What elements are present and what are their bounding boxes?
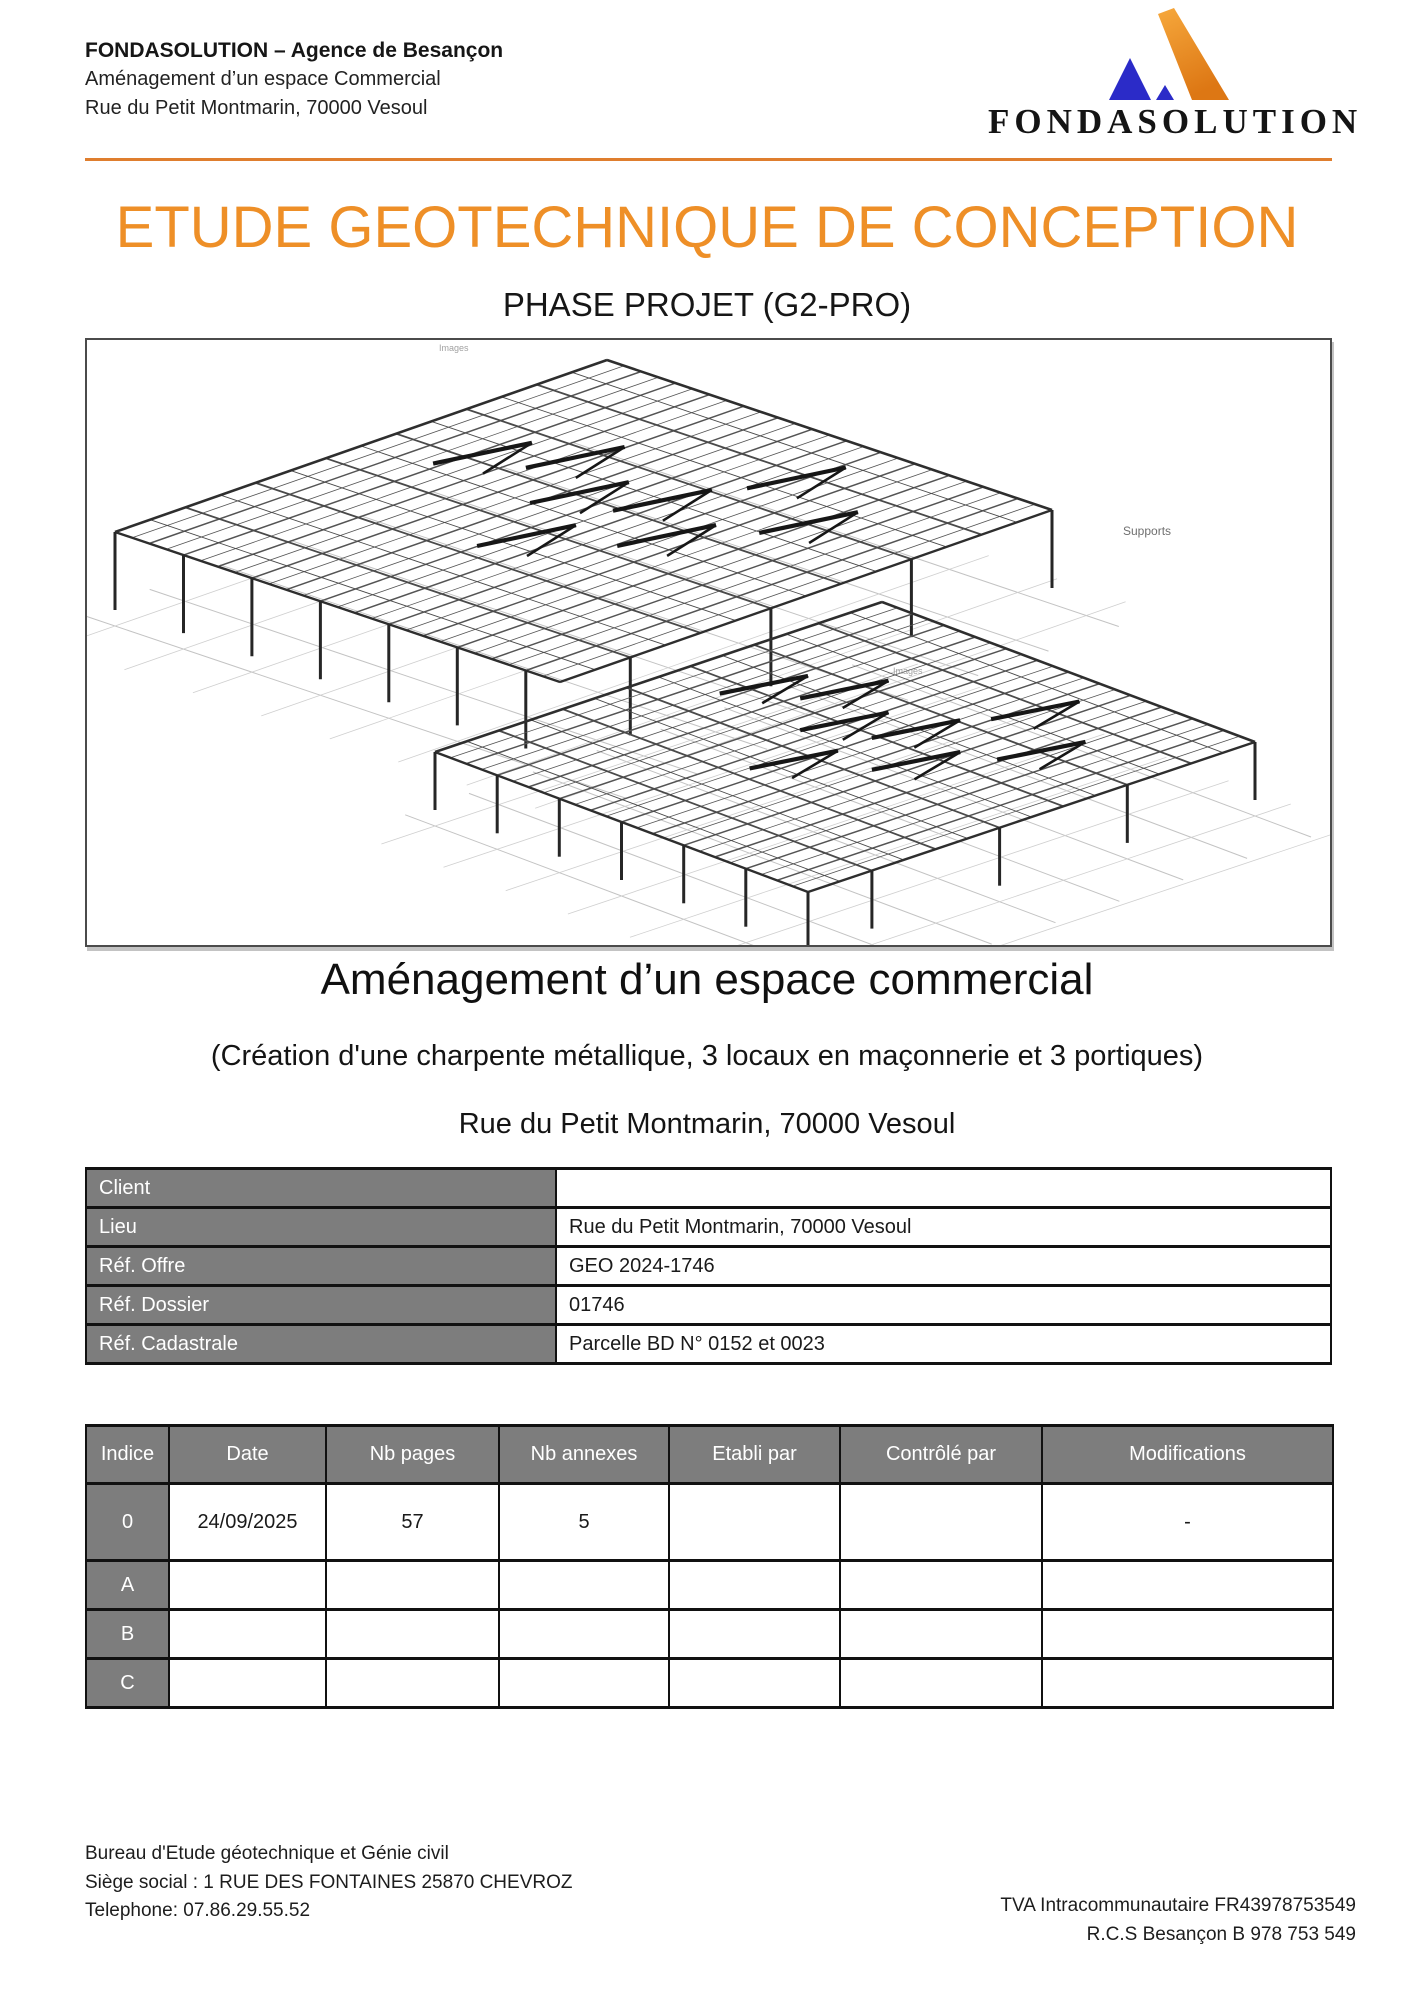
revision-index: 0 <box>86 1484 169 1561</box>
table-row <box>86 1325 1331 1364</box>
revision-modifications <box>1042 1659 1333 1708</box>
logo-wordmark: FONDASOLUTION <box>988 102 1363 141</box>
footer-right-block <box>700 1892 1356 1949</box>
revision-controle-par <box>840 1484 1042 1561</box>
footer-office-line: Bureau d'Etude géotechnique et Génie civil <box>85 1843 449 1864</box>
document-subtitle: PHASE PROJET (G2-PRO) <box>502 286 912 323</box>
header-block <box>85 36 503 123</box>
footer-rcs-line: R.C.S Besançon B 978 753 549 <box>1086 1923 1356 1945</box>
revision-date <box>169 1610 326 1659</box>
footer-siege-line: Siège social : 1 RUE DES FONTAINES 25870 CHEVROZ <box>85 1871 573 1893</box>
table-row <box>86 1169 1331 1208</box>
info-value: Rue du Petit Montmarin, 70000 Vesoul <box>556 1208 1331 1247</box>
project-description: (Création d'une charpente métallique, 3 locaux en maçonnerie et 3 portiques) <box>210 1040 1204 1072</box>
logo-mark-icon <box>988 6 1336 104</box>
document-title: ETUDE GEOTECHNIQUE DE CONCEPTION <box>115 195 1299 260</box>
col-header: Indice <box>86 1426 169 1484</box>
revision-table <box>85 1424 1334 1709</box>
table-row <box>86 1561 1333 1610</box>
revision-header-row <box>86 1426 1333 1484</box>
figure-supports-label: Supports <box>1123 524 1172 538</box>
revision-date: 24/09/2025 <box>169 1484 326 1561</box>
revision-index: C <box>86 1659 169 1708</box>
table-row <box>86 1208 1331 1247</box>
revision-etabli-par <box>669 1561 840 1610</box>
header-project-line: Aménagement d’un espace Commercial <box>85 68 441 90</box>
info-value: GEO 2024-1746 <box>556 1247 1331 1286</box>
col-header: Modifications <box>1042 1426 1333 1484</box>
project-info-table <box>85 1167 1332 1365</box>
table-row <box>86 1484 1333 1561</box>
revision-nb-annexes: 5 <box>499 1484 669 1561</box>
info-value: 01746 <box>556 1286 1331 1325</box>
revision-controle-par <box>840 1659 1042 1708</box>
project-name: Aménagement d’un espace commercial <box>320 955 1094 1004</box>
table-row <box>86 1286 1331 1325</box>
col-header: Date <box>169 1426 326 1484</box>
revision-controle-par <box>840 1610 1042 1659</box>
footer-tva-line: TVA Intracommunautaire FR43978753549 <box>1000 1895 1356 1916</box>
revision-date <box>169 1659 326 1708</box>
revision-etabli-par <box>669 1484 840 1561</box>
project-address: Rue du Petit Montmarin, 70000 Vesoul <box>458 1108 956 1140</box>
col-header: Contrôlé par <box>840 1426 1042 1484</box>
revision-modifications <box>1042 1610 1333 1659</box>
revision-nb-annexes <box>499 1610 669 1659</box>
figure-view-label-bottom: Images <box>893 666 923 676</box>
info-label: Lieu <box>86 1208 556 1247</box>
header-divider <box>85 158 1332 161</box>
col-header: Nb pages <box>326 1426 499 1484</box>
revision-nb-annexes <box>499 1561 669 1610</box>
header-address-line: Rue du Petit Montmarin, 70000 Vesoul <box>85 97 428 119</box>
info-value: Parcelle BD N° 0152 et 0023 <box>556 1325 1331 1364</box>
revision-nb-pages <box>326 1561 499 1610</box>
revision-modifications <box>1042 1561 1333 1610</box>
revision-modifications: - <box>1042 1484 1333 1561</box>
table-row <box>86 1610 1333 1659</box>
info-value <box>556 1169 1331 1208</box>
revision-nb-annexes <box>499 1659 669 1708</box>
figure-view-label-top: Images <box>439 343 469 353</box>
col-header: Etabli par <box>669 1426 840 1484</box>
table-row <box>86 1247 1331 1286</box>
info-label: Réf. Dossier <box>86 1286 556 1325</box>
info-label: Réf. Offre <box>86 1247 556 1286</box>
revision-etabli-par <box>669 1610 840 1659</box>
revision-nb-pages <box>326 1659 499 1708</box>
agency-name: FONDASOLUTION – Agence de Besançon <box>85 39 504 62</box>
revision-etabli-par <box>669 1659 840 1708</box>
info-label: Client <box>86 1169 556 1208</box>
revision-nb-pages <box>326 1610 499 1659</box>
col-header: Nb annexes <box>499 1426 669 1484</box>
revision-controle-par <box>840 1561 1042 1610</box>
revision-nb-pages: 57 <box>326 1484 499 1561</box>
revision-index: A <box>86 1561 169 1610</box>
revision-index: B <box>86 1610 169 1659</box>
footer-phone-line: Telephone: 07.86.29.55.52 <box>85 1900 311 1921</box>
structure-wireframe-figure <box>85 338 1332 947</box>
wireframe-drawing <box>87 340 1330 945</box>
footer-left-block <box>85 1840 572 1926</box>
table-row <box>86 1659 1333 1708</box>
company-logo <box>988 6 1363 142</box>
revision-date <box>169 1561 326 1610</box>
info-label: Réf. Cadastrale <box>86 1325 556 1364</box>
